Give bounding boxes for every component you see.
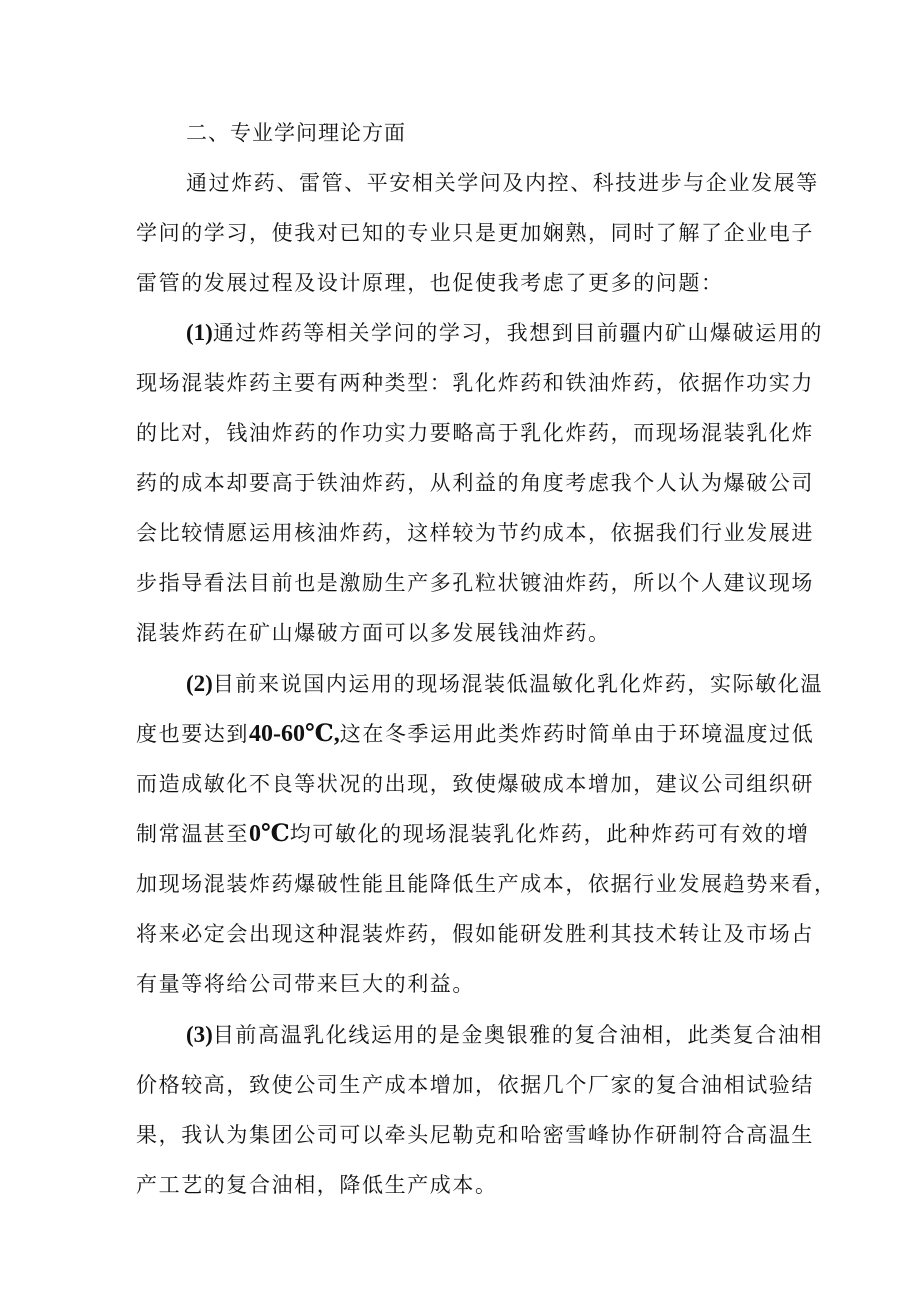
temperature-zero: 0℃ bbox=[249, 821, 290, 847]
item2-first-text: 目前来说国内运用的现场混装低温敏化乳化炸药，实际敏化温 bbox=[212, 672, 824, 696]
item1-line: 现场混装炸药主要有两种类型：乳化炸药和铁油炸药，依据作功实力 bbox=[136, 371, 814, 395]
item3-first-line bbox=[186, 1020, 823, 1050]
item1-number: (1) bbox=[186, 320, 213, 345]
item3-line: 价格较高，致使公司生产成本增加，依据几个厂家的复合油相试验结 bbox=[136, 1073, 814, 1097]
item2-line4-pre: 制常温甚至 bbox=[136, 822, 249, 846]
item1-first-line bbox=[186, 318, 823, 348]
item2-line-4 bbox=[136, 819, 810, 849]
item2-line: 将来必定会出现这种混装炸药，假如能研发胜利其技术转让及市场占 bbox=[136, 922, 814, 946]
item2-line2-pre: 度也要达到 bbox=[136, 722, 249, 746]
item2-number: (2) bbox=[186, 671, 213, 696]
item3-number: (3) bbox=[186, 1022, 213, 1047]
intro-line-3: 雷管的发展过程及设计原理，也促使我考虑了更多的问题： bbox=[136, 271, 724, 295]
item1-line: 会比较情愿运用核油炸药，这样较为节约成本，依据我们行业发展进 bbox=[136, 521, 814, 545]
intro-line-2: 学问的学习，使我对已知的专业只是更加娴熟，同时了解了企业电子 bbox=[136, 221, 814, 245]
temperature-range: 40-60℃, bbox=[249, 721, 340, 747]
item1-line: 步指导看法目前也是激励生产多孔粒状镀油炸药，所以个人建议现场 bbox=[136, 571, 814, 595]
item3-line: 产工艺的复合油相，降低生产成本。 bbox=[136, 1173, 498, 1197]
item2-line4-post: 均可敏化的现场混装乳化炸药，此种炸药可有效的增 bbox=[289, 822, 810, 846]
item1-line: 药的成本却要高于铁油炸药，从利益的角度考虑我个人认为爆破公司 bbox=[136, 471, 814, 495]
item1-line: 混装炸药在矿山爆破方面可以多发展钱油炸药。 bbox=[136, 621, 611, 645]
item2-line-3: 而造成敏化不良等状况的出现，致使爆破成本增加，建议公司组织研 bbox=[136, 772, 814, 796]
item1-first-text: 通过炸药等相关学问的学习，我想到目前疆内矿山爆破运用的 bbox=[212, 321, 824, 345]
item3-first-text: 目前高温乳化线运用的是金奥银雅的复合油相，此类复合油相 bbox=[212, 1023, 824, 1047]
item1-line: 的比对，钱油炸药的作功实力要略高于乳化炸药，而现场混装乳化炸 bbox=[136, 421, 814, 445]
item3-line: 果，我认为集团公司可以牵头尼勒克和哈密雪峰协作研制符合高温生 bbox=[136, 1123, 814, 1147]
item2-line-2 bbox=[136, 719, 814, 749]
item2-line: 有量等将给公司带来巨大的利益。 bbox=[136, 972, 475, 996]
item2-first-line bbox=[186, 669, 823, 699]
section-heading: 二、专业学问理论方面 bbox=[186, 121, 406, 145]
item2-line: 加现场混装炸药爆破性能且能降低生产成本，依据行业发展趋势来看， bbox=[136, 872, 837, 896]
item2-line2-post: 这在冬季运用此类炸药时简单由于环境温度过低 bbox=[339, 722, 815, 746]
intro-line-1: 通过炸药、雷管、平安相关学问及内控、科技进步与企业发展等 bbox=[186, 171, 819, 195]
